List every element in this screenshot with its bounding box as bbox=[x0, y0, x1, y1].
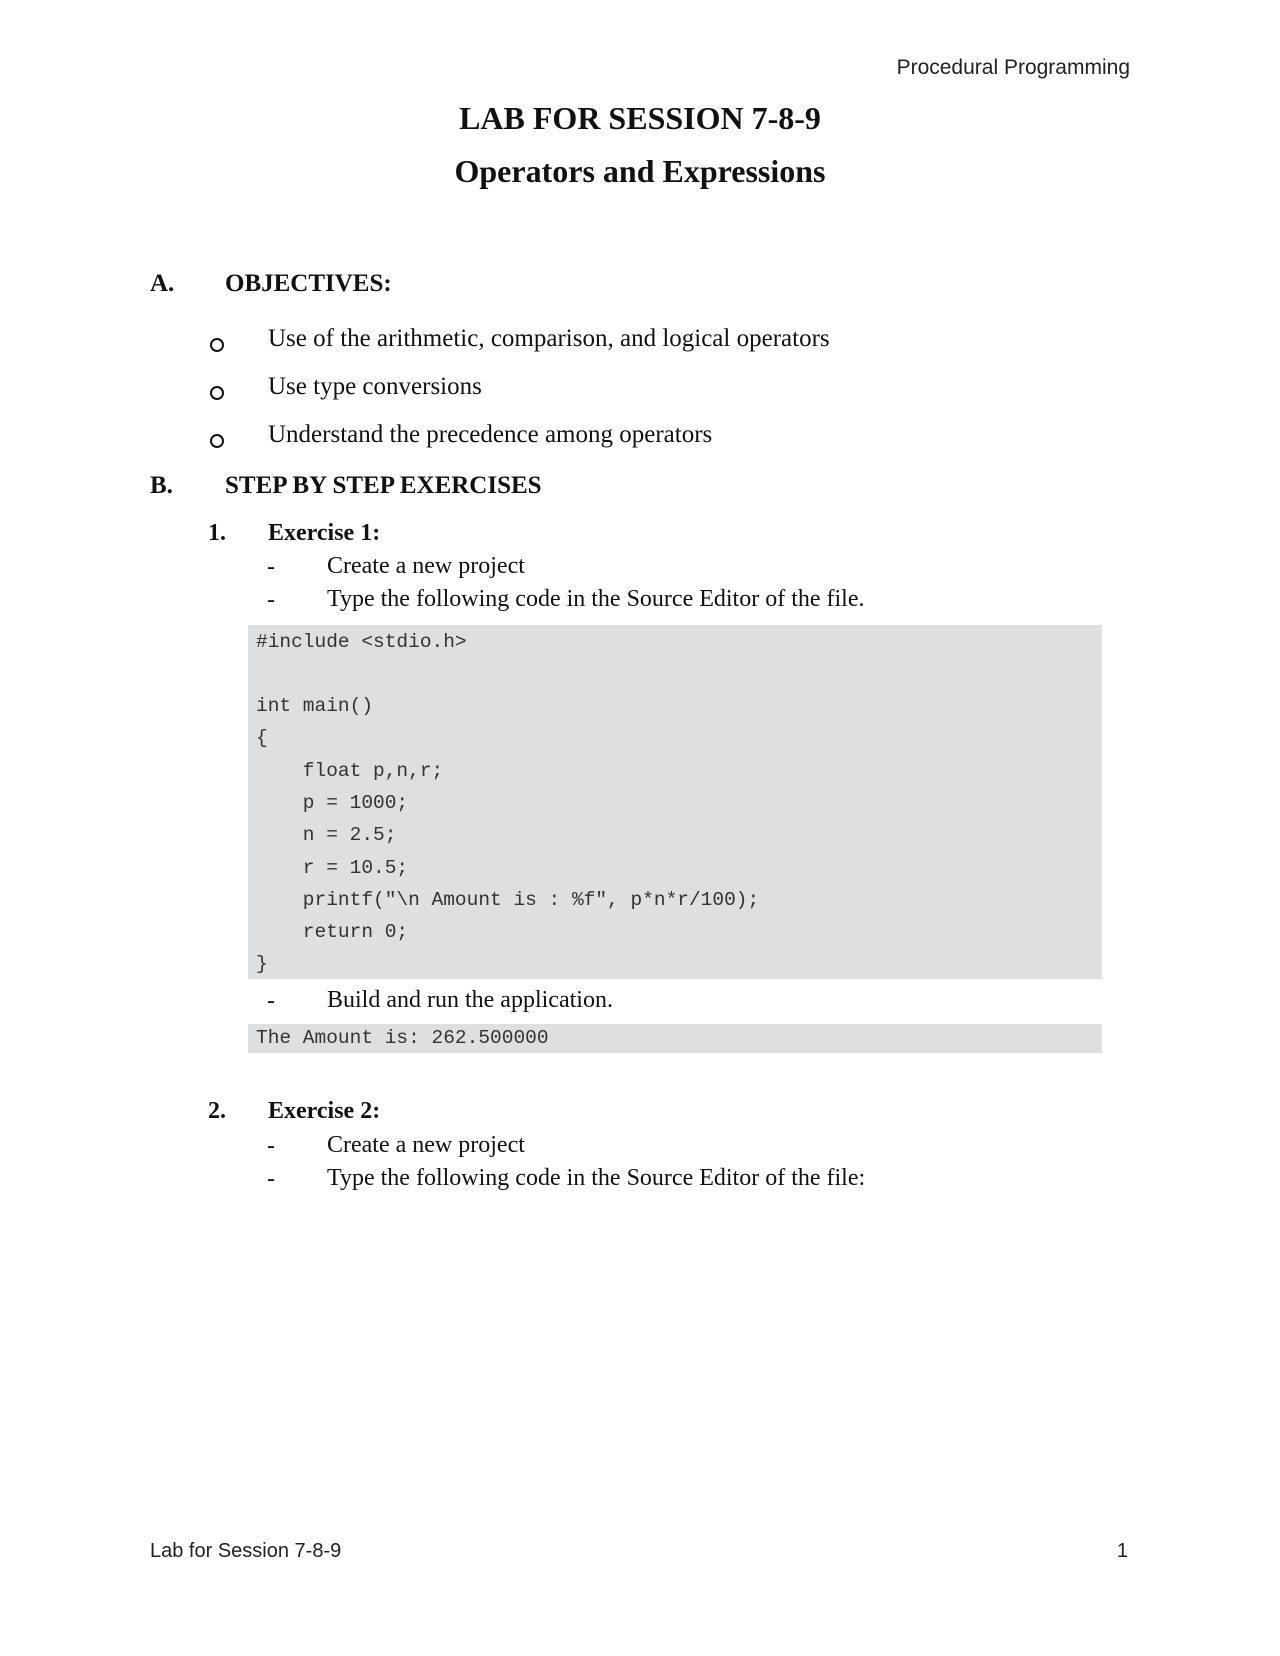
exercise-2-step: Create a new project bbox=[327, 1132, 525, 1158]
bullet-icon bbox=[210, 338, 224, 352]
exercise-1-step: Type the following code in the Source Editor of the file. bbox=[327, 586, 865, 612]
section-a-title: OBJECTIVES: bbox=[225, 270, 392, 297]
objective-item: Understand the precedence among operators bbox=[268, 421, 713, 448]
section-b-letter: B. bbox=[150, 472, 173, 499]
code-line: float p,n,r; bbox=[256, 760, 444, 782]
step-dash: - bbox=[267, 1166, 275, 1192]
code-line: int main() bbox=[256, 695, 374, 717]
code-line: return 0; bbox=[256, 921, 409, 943]
page-number: 1 bbox=[1116, 1540, 1128, 1562]
code-block bbox=[248, 625, 1102, 979]
running-header: Procedural Programming bbox=[896, 56, 1130, 79]
step-dash: - bbox=[267, 554, 275, 580]
exercise-1-run-step: Build and run the application. bbox=[327, 987, 613, 1013]
exercise-1-step: Create a new project bbox=[327, 553, 525, 579]
footer-label: Lab for Session 7-8-9 bbox=[150, 1540, 342, 1562]
step-dash: - bbox=[267, 1133, 275, 1159]
page-subtitle: Operators and Expressions bbox=[454, 153, 826, 189]
page-title: LAB FOR SESSION 7-8-9 bbox=[459, 100, 821, 136]
code-line: r = 10.5; bbox=[256, 857, 409, 879]
exercise-1-number: 1. bbox=[208, 520, 226, 546]
code-line: printf("\n Amount is : %f", p*n*r/100); bbox=[256, 889, 760, 911]
exercise-2-step: Type the following code in the Source Editor of the file: bbox=[327, 1165, 866, 1191]
code-line: n = 2.5; bbox=[256, 824, 397, 846]
exercise-2-title: Exercise 2: bbox=[268, 1098, 381, 1124]
bullet-icon bbox=[210, 434, 224, 448]
exercise-2-number: 2. bbox=[208, 1098, 226, 1124]
code-line: p = 1000; bbox=[256, 792, 409, 814]
section-a-letter: A. bbox=[150, 270, 175, 297]
objective-item: Use of the arithmetic, comparison, and logical operators bbox=[268, 325, 830, 352]
step-dash: - bbox=[267, 587, 275, 613]
section-b-title: STEP BY STEP EXERCISES bbox=[225, 472, 542, 499]
objective-item: Use type conversions bbox=[268, 373, 482, 400]
code-line: } bbox=[256, 953, 268, 975]
bullet-icon bbox=[210, 386, 224, 400]
code-line: #include <stdio.h> bbox=[256, 631, 467, 653]
output-block bbox=[248, 1024, 1102, 1053]
code-line: { bbox=[256, 727, 268, 749]
exercise-1-title: Exercise 1: bbox=[268, 520, 381, 546]
output-line: The Amount is: 262.500000 bbox=[256, 1027, 549, 1049]
step-dash: - bbox=[267, 988, 275, 1014]
